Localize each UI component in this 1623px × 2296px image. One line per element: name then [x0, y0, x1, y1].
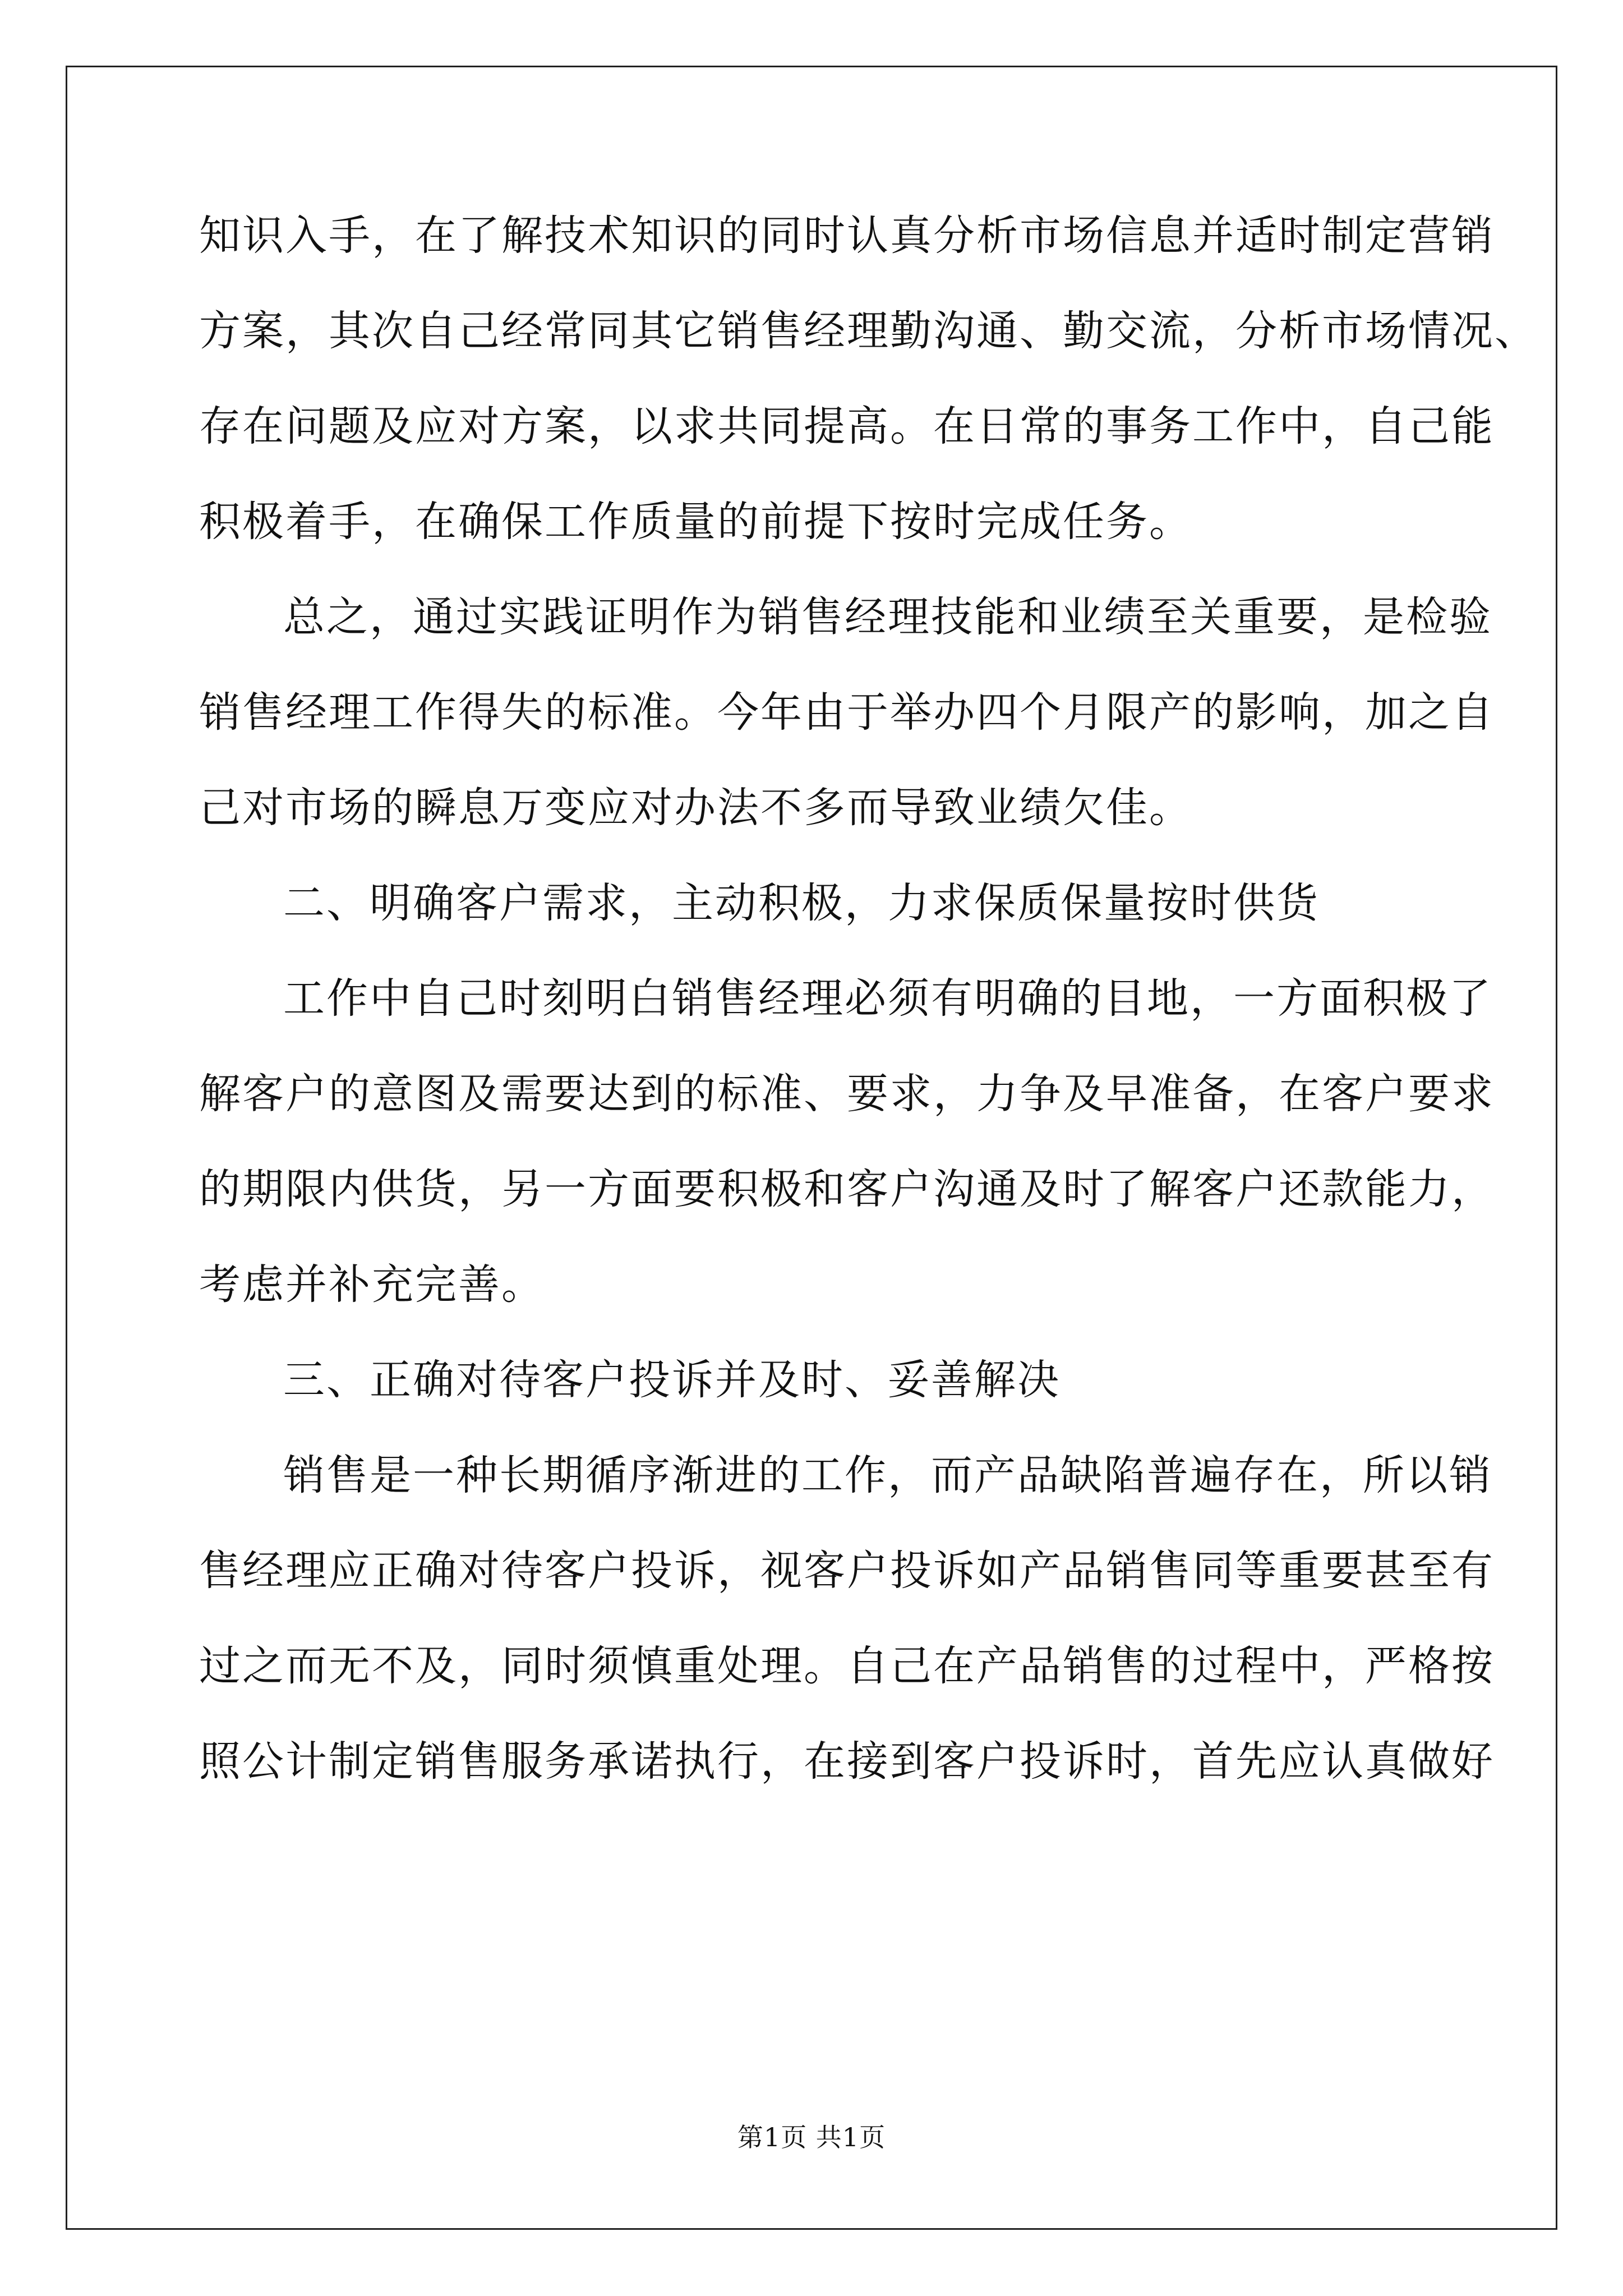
text-line: 的期限内供货，另一方面要积极和客户沟通及时了解客户还款能力，: [199, 1165, 1495, 1213]
text-line: 方案，其次自己经常同其它销售经理勤沟通、勤交流，分析市场情况、: [199, 307, 1538, 355]
section-heading: 三、正确对待客户投诉并及时、妥善解决: [283, 1356, 1061, 1404]
text-line: 存在问题及应对方案，以求共同提高。在日常的事务工作中，自己能: [199, 402, 1495, 450]
text-line: 知识入手，在了解技术知识的同时认真分析市场信息并适时制定营销: [199, 211, 1495, 260]
text-line: 己对市场的瞬息万变应对办法不多而导致业绩欠佳。: [199, 784, 1192, 832]
text-line: 工作中自己时刻明白销售经理必须有明确的目地，一方面积极了: [283, 974, 1492, 1023]
text-line: 销售是一种长期循序渐进的工作，而产品缺陷普遍存在，所以销: [283, 1451, 1492, 1499]
text-line: 过之而无不及，同时须慎重处理。自己在产品销售的过程中，严格按: [199, 1642, 1495, 1690]
text-line: 解客户的意图及需要达到的标准、要求，力争及早准备，在客户要求: [199, 1070, 1495, 1118]
text-line: 积极着手，在确保工作质量的前提下按时完成任务。: [199, 498, 1192, 546]
page-border: [66, 66, 1557, 2230]
text-line: 售经理应正确对待客户投诉，视客户投诉如产品销售同等重要甚至有: [199, 1547, 1495, 1595]
text-line: 考虑并补充完善。: [199, 1260, 545, 1309]
page-footer: 第1页 共1页: [737, 2122, 886, 2152]
section-heading: 二、明确客户需求，主动积极，力求保质保量按时供货: [283, 879, 1320, 927]
text-line: 照公计制定销售服务承诺执行，在接到客户投诉时，首先应认真做好: [199, 1737, 1495, 1786]
text-line: 销售经理工作得失的标准。今年由于举办四个月限产的影响，加之自: [199, 688, 1495, 737]
text-line: 总之，通过实践证明作为销售经理技能和业绩至关重要，是检验: [283, 593, 1492, 641]
